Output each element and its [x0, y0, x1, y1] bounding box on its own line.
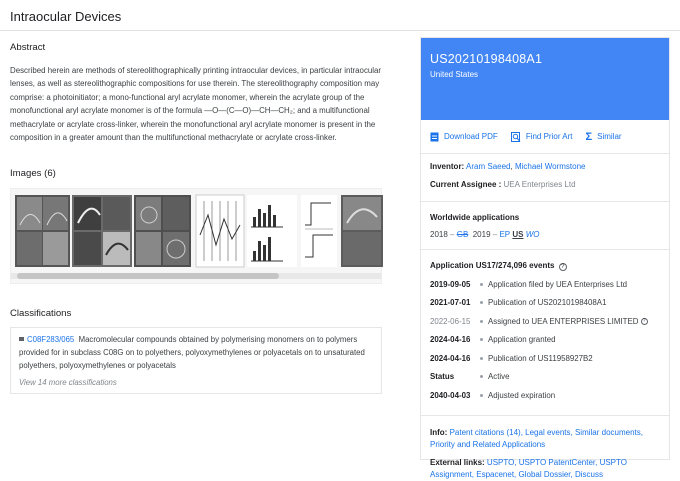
patent-image-thumb[interactable] [301, 195, 337, 267]
event-text: Assigned to UEA ENTERPRISES LIMITED [488, 316, 639, 326]
main-content [10, 38, 384, 394]
event-date: 2019-09-05 [430, 279, 471, 289]
event-text: Publication of US11958927B2 [488, 353, 593, 363]
patent-image-thumb[interactable] [341, 195, 383, 267]
similar-label: Similar [597, 132, 622, 141]
external-links[interactable]: USPTO, USPTO PatentCenter, USPTO Assignment, Espacenet, Global Dossier, Discuss [430, 457, 627, 479]
inventor-label: Inventor: [430, 162, 465, 171]
external-links-row [430, 457, 660, 481]
action-bar [421, 120, 669, 154]
page-title: Intraocular Devices [10, 9, 122, 24]
event-dot [480, 283, 483, 286]
patent-image-thumb[interactable] [196, 195, 244, 267]
event-row [430, 331, 660, 350]
assignee-row [430, 179, 660, 191]
patent-country: United States [430, 70, 479, 79]
event-date: 2022-06-15 [430, 316, 471, 326]
assignee-label: Current Assignee : [430, 180, 502, 189]
find-prior-art-label: Find Prior Art [525, 132, 573, 141]
classifications-heading: Classifications [10, 308, 72, 320]
event-dot [480, 394, 483, 397]
ww-country-link[interactable]: WO [525, 230, 540, 239]
ww-country-link[interactable]: GB [456, 230, 469, 239]
worldwide-applications: 2018 – GB 2019 – EP US WO [430, 230, 540, 239]
images-heading: Images (6) [10, 168, 56, 180]
help-icon[interactable]: ? [559, 263, 567, 271]
event-row [430, 275, 660, 294]
event-dot [480, 338, 483, 341]
event-dot [480, 320, 483, 323]
similar-button[interactable] [586, 131, 622, 143]
inventor-link[interactable]: Michael Wormstone [514, 162, 586, 171]
classifications-box [10, 327, 382, 394]
event-text: Adjusted expiration [488, 390, 556, 400]
event-dot [480, 357, 483, 360]
sigma-icon: Σ [585, 130, 593, 143]
event-row [430, 312, 660, 331]
ww-year: 2018 [430, 230, 448, 239]
patent-info [421, 161, 669, 481]
classification-description: Macromolecular compounds obtained by polymerising monomers on to polymers provided for in subclass C08G on to polyethers, polyoxymethylenes or polyacetals on to unsaturated polyethers, polyoxymethylenes or polyacetals [19, 335, 365, 371]
help-icon[interactable]: ? [641, 318, 648, 325]
event-dot [480, 301, 483, 304]
gallery-scrollbar-thumb[interactable] [17, 273, 279, 279]
ww-year: 2019 [472, 230, 491, 239]
image-gallery[interactable] [10, 188, 382, 284]
event-date: 2024-04-16 [430, 353, 471, 363]
abstract-heading: Abstract [10, 42, 46, 53]
event-row [430, 386, 660, 405]
patent-image-thumb[interactable] [15, 195, 70, 267]
info-label: Info: [430, 427, 448, 437]
patent-header [421, 38, 669, 120]
patent-image-thumb[interactable] [72, 195, 132, 267]
classification-icon [19, 337, 24, 341]
assignee-value: UEA Enterprises Ltd [503, 180, 576, 189]
download-pdf-button[interactable] [430, 132, 498, 142]
classification-code-link[interactable]: C08F283/065 [27, 335, 75, 345]
events-heading-text: Application US17/274,096 events [430, 261, 555, 270]
event-row [430, 349, 660, 368]
prior-art-icon [511, 132, 521, 142]
inventor-link[interactable]: Aram Saeed [466, 162, 511, 171]
info-links[interactable]: Patent citations (14), Legal events, Similar documents, Priority and Related Applications [430, 427, 643, 449]
ww-country-link[interactable]: EP [499, 230, 511, 239]
worldwide-heading: Worldwide applications [430, 213, 520, 222]
event-text: Application filed by UEA Enterprises Ltd [488, 279, 628, 289]
find-prior-art-button[interactable] [511, 132, 573, 142]
event-dot [480, 375, 483, 378]
status-value: Active [488, 372, 510, 382]
patent-number: US20210198408A1 [430, 52, 543, 66]
view-more-classifications-link[interactable]: View 14 more classifications [19, 378, 117, 388]
classification-entry [19, 333, 373, 372]
download-pdf-label: Download PDF [444, 132, 498, 141]
events-heading [430, 260, 660, 272]
status-label: Status [430, 372, 455, 382]
patent-image-thumb[interactable] [247, 195, 297, 267]
abstract-text: Described herein are methods of stereolithographically printing intraocular devices, in particular intraocular lenses, as well as stereolithographic compositions for use therein. The stereolithography composition may comprise: a photoinitiator; a mono-functional aryl acrylate monomer, wherein the acrylate group of the monofunctional aryl acrylate monomer is of the formula —O—(C—O)—CH—CH₂; and a multifunctional methacrylate or acrylate cross-linker, wherein the monofunctional aryl acrylate monomer is present in the composition in a greater amount than the multifunctional methacrylate or acrylate cross-linker. [10, 66, 382, 143]
info-row [430, 427, 660, 451]
event-text: Publication of US20210198408A1 [488, 298, 607, 308]
event-date: 2040-04-03 [430, 390, 471, 400]
event-text: Application granted [488, 335, 556, 345]
external-links-label: External links: [430, 457, 485, 467]
ww-country-current: US [512, 230, 524, 239]
patent-sidebar [420, 37, 670, 479]
event-date: 2021-07-01 [430, 298, 471, 308]
event-date: 2024-04-16 [430, 335, 471, 345]
inventor-row: Inventor: Aram Saeed, Michael Wormstone [430, 162, 586, 171]
patent-image-thumb[interactable] [134, 195, 191, 267]
header-divider [0, 30, 680, 31]
event-row [430, 368, 660, 387]
events-list [430, 275, 660, 405]
pdf-icon [430, 132, 439, 142]
event-row [430, 294, 660, 313]
